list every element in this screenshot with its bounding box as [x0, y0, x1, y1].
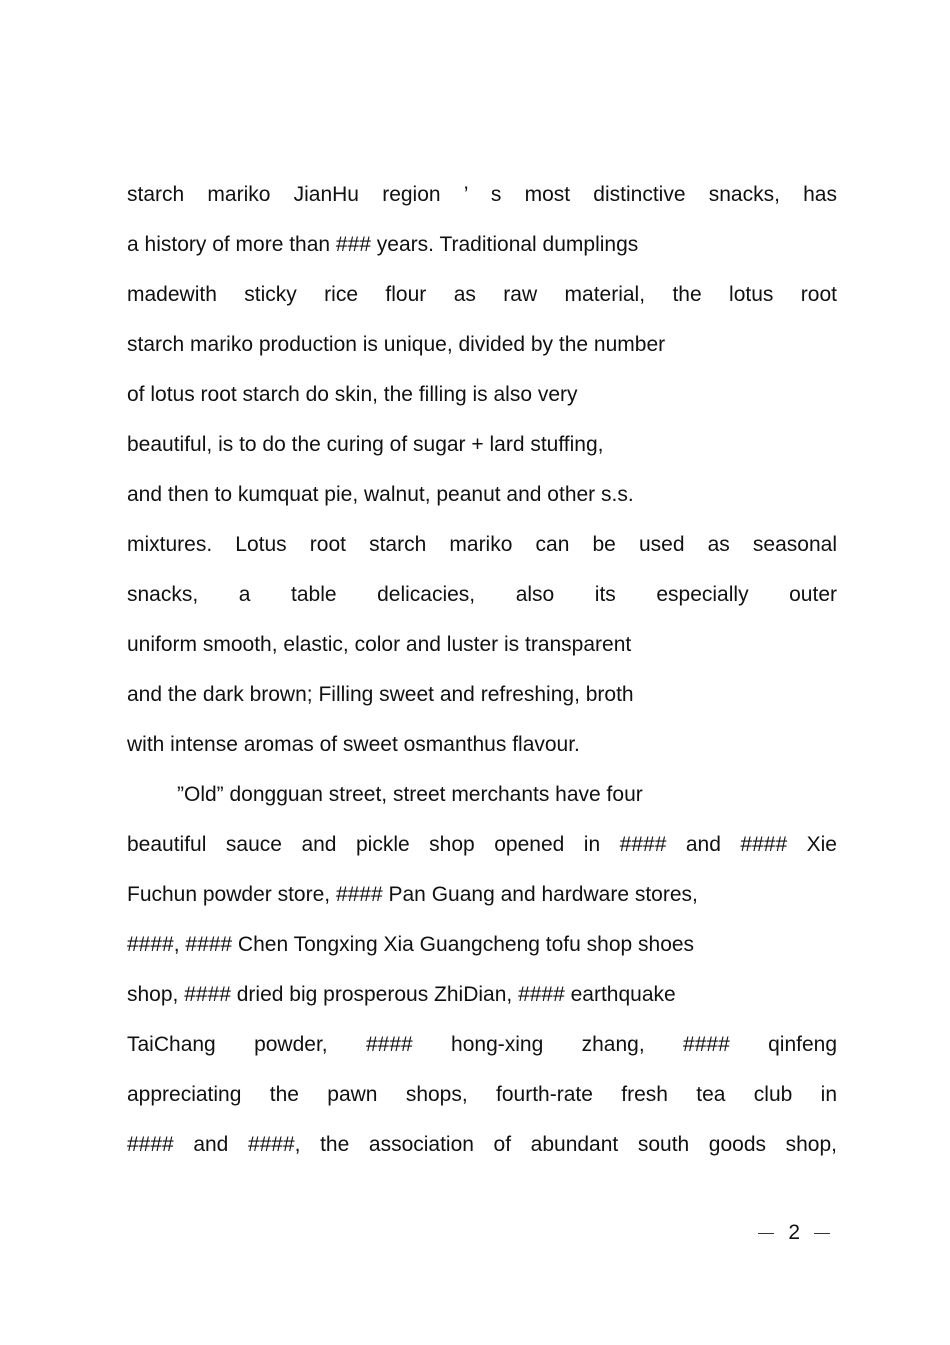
text-line: and then to kumquat pie, walnut, peanut and other s.s. — [127, 483, 634, 506]
page-footer — [758, 1218, 830, 1248]
text-line: starch mariko JianHu region ’ s most distinctive snacks, has — [127, 183, 837, 206]
text-line: shop, #### dried big prosperous ZhiDian, #### earthquake — [127, 983, 676, 1006]
page-number: 2 — [788, 1221, 800, 1244]
text-line: snacks, a table delicacies, also its especially outer — [127, 583, 837, 606]
text-line: starch mariko production is unique, divided by the number — [127, 333, 666, 356]
footer-dash-left — [758, 1233, 774, 1234]
footer-dash-right — [814, 1233, 830, 1234]
text-line: madewith sticky rice flour as raw material, the lotus root — [127, 283, 837, 306]
body-text — [127, 175, 837, 1175]
text-line: beautiful sauce and pickle shop opened in #### and #### Xie — [127, 833, 837, 856]
text-line: mixtures. Lotus root starch mariko can be used as seasonal — [127, 533, 837, 556]
text-line: ####, #### Chen Tongxing Xia Guangcheng tofu shop shoes — [127, 933, 695, 956]
text-line: uniform smooth, elastic, color and luster is transparent — [127, 633, 632, 656]
text-line: #### and ####, the association of abundant south goods shop, — [127, 1133, 837, 1156]
text-line: beautiful, is to do the curing of sugar + lard stuffing, — [127, 433, 604, 456]
text-line: a history of more than ### years. Traditional dumplings — [127, 233, 639, 256]
text-line: with intense aromas of sweet osmanthus flavour. — [127, 733, 580, 756]
text-line: Fuchun powder store, #### Pan Guang and hardware stores, — [127, 883, 698, 906]
text-line: TaiChang powder, #### hong-xing zhang, #### qinfeng — [127, 1033, 837, 1056]
text-line: and the dark brown; Filling sweet and refreshing, broth — [127, 683, 634, 706]
text-line: ”Old” dongguan street, street merchants have four — [177, 783, 643, 806]
text-line: appreciating the pawn shops, fourth-rate fresh tea club in — [127, 1083, 837, 1106]
text-line: of lotus root starch do skin, the filling is also very — [127, 383, 578, 406]
